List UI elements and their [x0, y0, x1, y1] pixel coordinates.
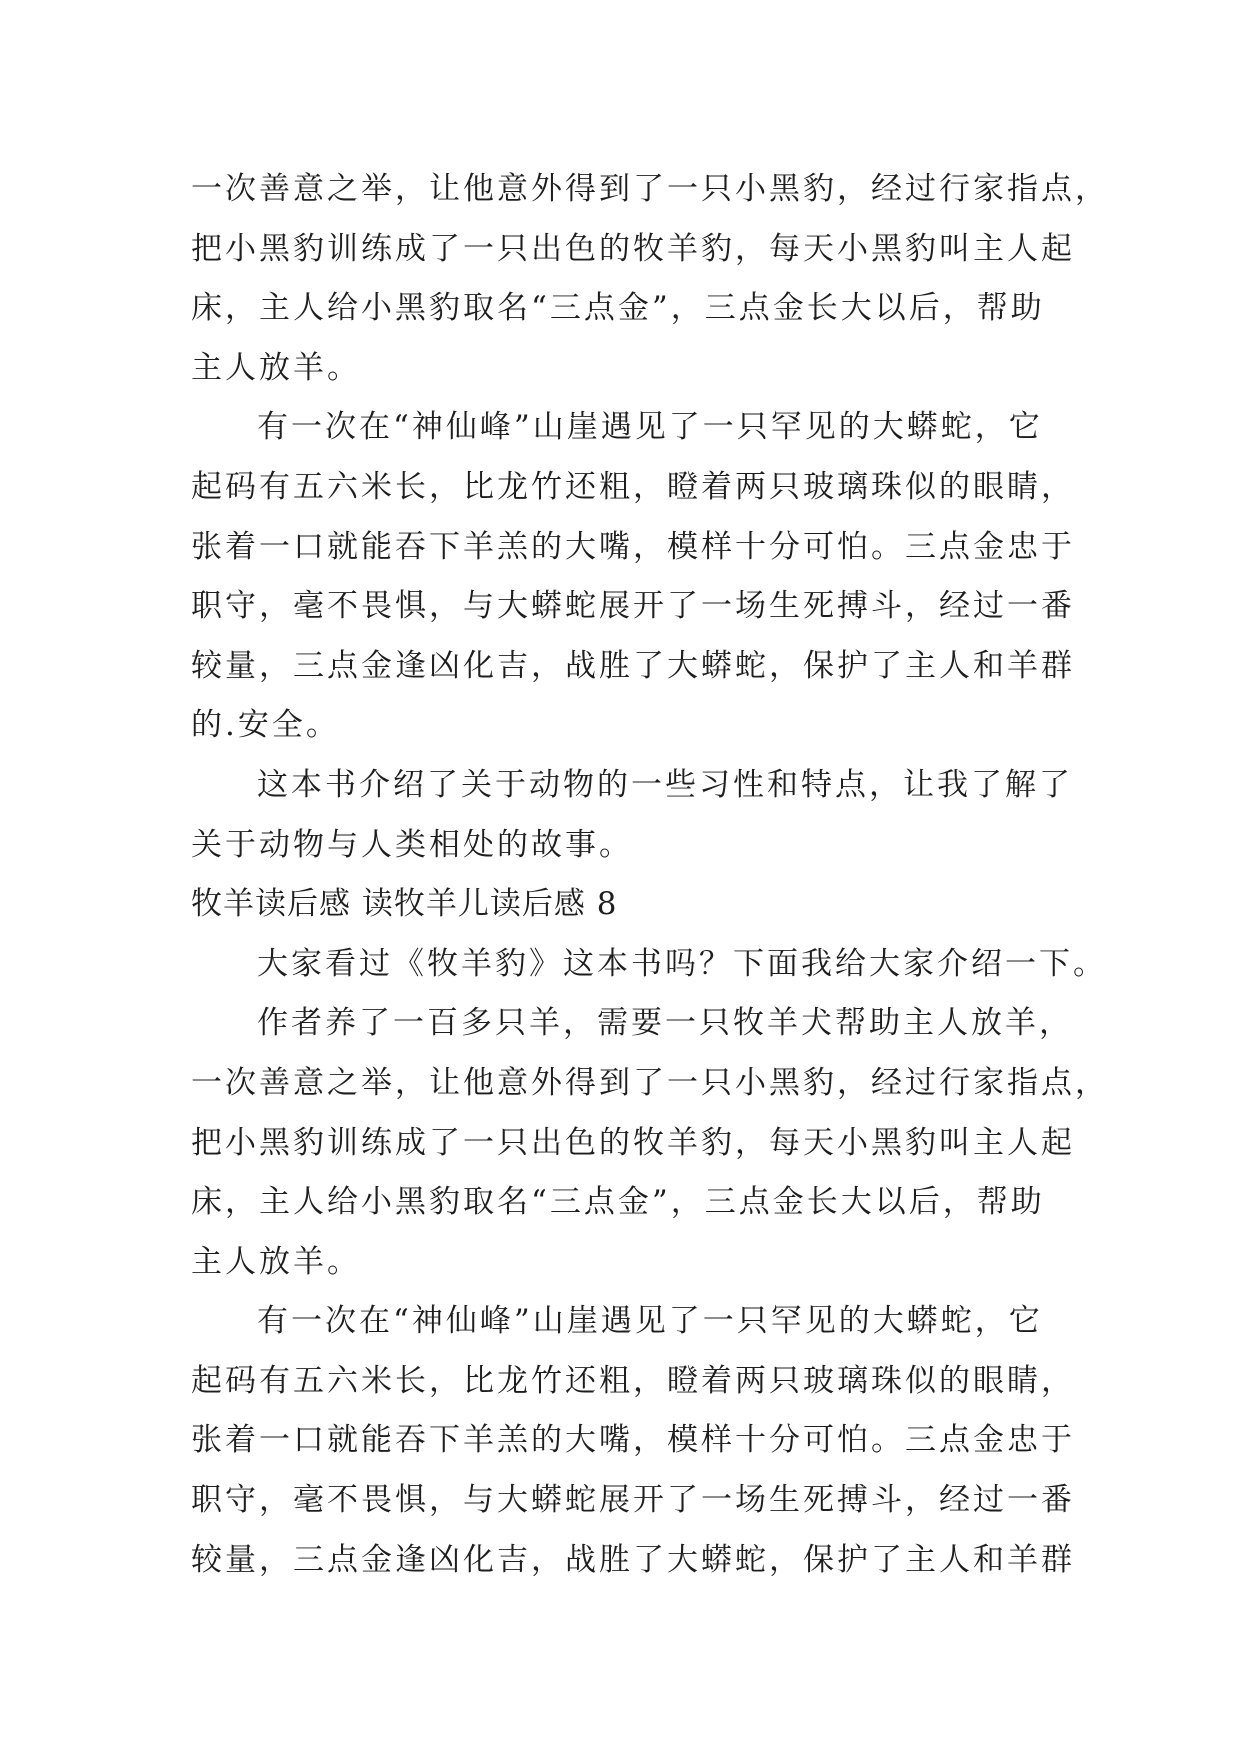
text-line: 把小黑豹训练成了一只出色的牧羊豹，每天小黑豹叫主人起	[191, 1124, 1075, 1161]
text-line: 张着一口就能吞下羊羔的大嘴，模样十分可怕。三点金忠于	[191, 528, 1075, 565]
document-body	[191, 160, 1109, 1590]
text-line: 有一次在“神仙峰”山崖遇见了一只罕见的大蟒蛇，它	[257, 1303, 1043, 1340]
text-line: 把小黑豹训练成了一只出色的牧羊豹，每天小黑豹叫主人起	[191, 230, 1075, 267]
text-line: 较量，三点金逢凶化吉，战胜了大蟒蛇，保护了主人和羊群	[191, 647, 1075, 684]
text-line: 起码有五六米长，比龙竹还粗，瞪着两只玻璃珠似的眼睛，	[191, 1362, 1075, 1399]
paragraph	[191, 756, 1073, 875]
section-heading: 牧羊读后感 读牧羊儿读后感 8	[191, 886, 618, 923]
text-line: 主人放羊。	[191, 1243, 361, 1280]
text-line: 关于动物与人类相处的故事。	[191, 826, 633, 863]
text-line: 有一次在“神仙峰”山崖遇见了一只罕见的大蟒蛇，它	[257, 409, 1043, 446]
text-line: 较量，三点金逢凶化吉，战胜了大蟒蛇，保护了主人和羊群	[191, 1541, 1075, 1578]
text-line: 职守，毫不畏惧，与大蟒蛇展开了一场生死搏斗，经过一番	[191, 588, 1075, 625]
text-line: 主人放羊。	[191, 349, 361, 386]
text-line: 一次善意之举，让他意外得到了一只小黑豹，经过行家指点，	[191, 1064, 1109, 1101]
text-line: 床，主人给小黑豹取名“三点金”，三点金长大以后，帮助	[191, 290, 1045, 327]
text-line: 张着一口就能吞下羊羔的大嘴，模样十分可怕。三点金忠于	[191, 1422, 1075, 1459]
text-line: 作者养了一百多只羊，需要一只牧羊犬帮助主人放羊，	[257, 1005, 1073, 1042]
text-line: 一次善意之举，让他意外得到了一只小黑豹，经过行家指点，	[191, 171, 1109, 207]
paragraph	[191, 160, 1109, 398]
text-line: 的.安全。	[191, 707, 340, 744]
text-line: 床，主人给小黑豹取名“三点金”，三点金长大以后，帮助	[191, 1184, 1045, 1221]
text-line: 这本书介绍了关于动物的一些习性和特点，让我了解了	[257, 766, 1073, 803]
paragraph	[191, 994, 1109, 1292]
text-line: 起码有五六米长，比龙竹还粗，瞪着两只玻璃珠似的眼睛，	[191, 468, 1075, 505]
text-line: 大家看过《牧羊豹》这本书吗？下面我给大家介绍一下。	[257, 945, 1107, 982]
paragraph	[191, 935, 1107, 995]
text-line: 职守，毫不畏惧，与大蟒蛇展开了一场生死搏斗，经过一番	[191, 1482, 1075, 1519]
paragraph	[191, 1292, 1075, 1590]
paragraph	[191, 398, 1075, 756]
